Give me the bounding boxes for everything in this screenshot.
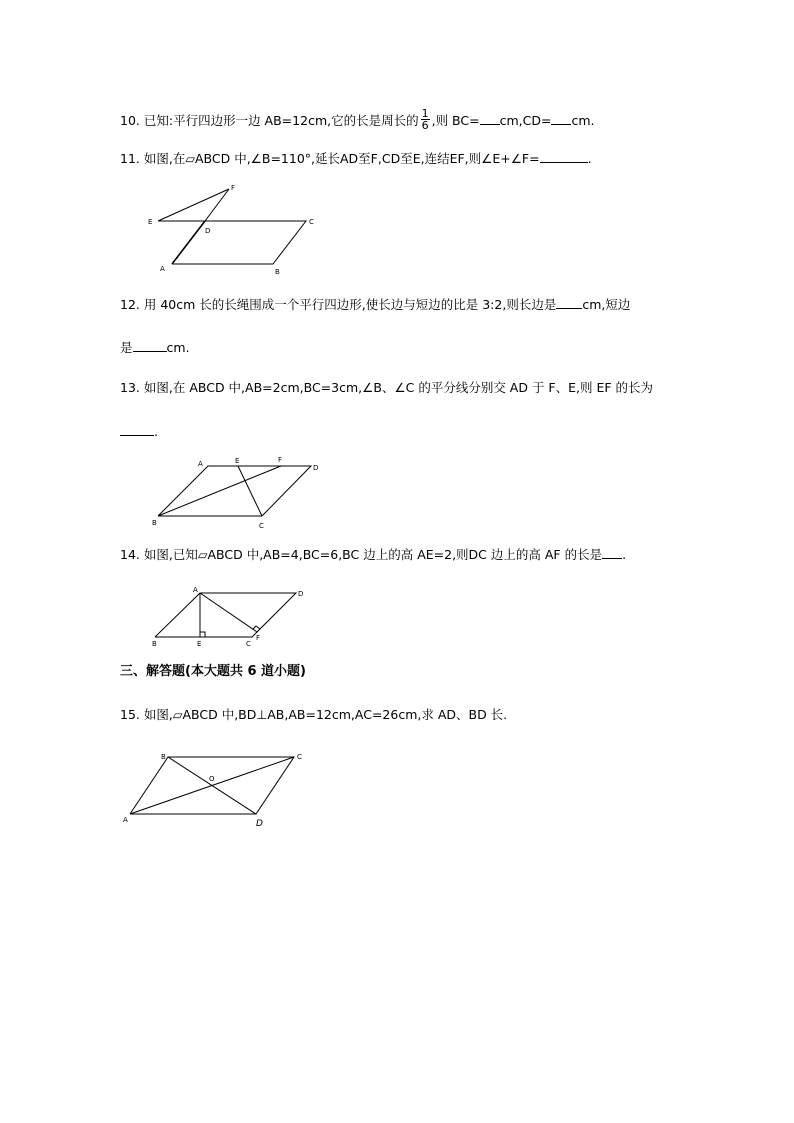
label-a: A — [198, 460, 203, 468]
question-15 — [120, 707, 507, 723]
label-a: A — [160, 265, 165, 273]
label-c: C — [259, 522, 264, 530]
segment-ad-bold — [172, 221, 205, 264]
question-text: 如图,▱ABCD 中,BD⊥AB,AB=12cm,AC=26cm,求 AD、BD 长. — [143, 707, 508, 722]
question-number: 11. — [120, 151, 140, 166]
question-number: 14. — [120, 547, 140, 562]
label-f: F — [256, 634, 261, 642]
question-13-cont — [120, 424, 158, 440]
fraction-numerator: 1 — [421, 107, 429, 120]
question-text: . — [154, 424, 158, 439]
bisector-ce — [238, 466, 262, 516]
question-11 — [120, 151, 592, 167]
height-af — [200, 593, 257, 632]
question-number: 10. — [120, 113, 140, 128]
question-12 — [120, 297, 630, 313]
figure-q13 — [152, 456, 318, 530]
question-14 — [120, 547, 626, 563]
segment-df — [205, 189, 229, 221]
question-text: 用 40cm 长的长绳围成一个平行四边形,使长边与短边的比是 3:2,则长边是 — [143, 297, 557, 312]
answer-blank[interactable] — [120, 424, 154, 436]
question-text: . — [587, 151, 592, 166]
label-c: C — [309, 218, 314, 226]
label-d: D — [256, 819, 263, 829]
question-text: cm,CD= — [499, 113, 552, 128]
label-f: F — [278, 456, 283, 464]
parallelogram-abcd-14 — [155, 593, 296, 637]
right-angle-e — [200, 632, 205, 637]
question-12-cont — [120, 340, 190, 356]
fraction-denominator: 6 — [421, 119, 429, 132]
section-heading: 三、解答题(本大题共 6 道小题) — [120, 664, 306, 679]
label-d: D — [205, 227, 211, 235]
segment-ef — [158, 189, 229, 221]
question-text: ,则 BC= — [431, 113, 480, 128]
label-o: O — [209, 775, 215, 783]
label-a: A — [123, 816, 128, 824]
question-text: 如图,在▱ABCD 中,∠B=110°,延长AD至F,CD至E,连结EF,则∠E+∠F= — [143, 151, 540, 166]
right-angle-f — [253, 626, 260, 629]
parallelogram-abcd-15 — [130, 757, 294, 814]
label-f: F — [231, 184, 236, 192]
question-text: cm. — [166, 340, 190, 355]
question-text: 如图,已知▱ABCD 中,AB=4,BC=6,BC 边上的高 AE=2,则DC 边上的高 AF 的长是 — [143, 547, 603, 562]
answer-blank[interactable] — [540, 151, 588, 163]
label-b: B — [161, 753, 166, 761]
label-a: A — [193, 586, 198, 594]
question-text: 是 — [120, 340, 133, 355]
question-number: 13. — [120, 380, 140, 395]
answer-blank[interactable] — [602, 547, 622, 559]
label-e: E — [235, 457, 240, 465]
label-c: C — [297, 753, 302, 761]
answer-blank[interactable] — [551, 113, 571, 125]
label-c: C — [246, 640, 251, 648]
question-number: 15. — [120, 707, 140, 722]
label-e: E — [197, 640, 202, 648]
question-13 — [120, 380, 653, 396]
label-b: B — [152, 519, 157, 527]
label-b: B — [152, 640, 157, 648]
label-d: D — [298, 590, 304, 598]
question-number: 12. — [120, 297, 140, 312]
figure-q14 — [152, 586, 303, 648]
label-b: B — [275, 268, 280, 276]
question-text: 已知:平行四边形一边 AB=12cm,它的长是周长的 — [143, 113, 419, 128]
answer-blank[interactable] — [133, 340, 167, 352]
answer-blank[interactable] — [556, 297, 582, 309]
fraction — [421, 108, 430, 131]
question-text: cm,短边 — [582, 297, 631, 312]
parallelogram-abcd — [172, 221, 306, 264]
question-text: . — [622, 547, 627, 562]
label-d: D — [313, 464, 319, 472]
label-e: E — [148, 218, 153, 226]
diagonal-ac — [130, 757, 294, 814]
parallelogram-abcd-13 — [158, 466, 311, 516]
question-text: 如图,在 ABCD 中,AB=2cm,BC=3cm,∠B、∠C 的平分线分别交 AD 于 F、E,则 EF 的长为 — [143, 380, 654, 395]
answer-blank[interactable] — [480, 113, 500, 125]
question-text: cm. — [571, 113, 595, 128]
figure-q15 — [123, 753, 302, 829]
question-10 — [120, 107, 595, 133]
bisector-bf — [158, 466, 281, 516]
diagonal-bd — [168, 757, 256, 814]
